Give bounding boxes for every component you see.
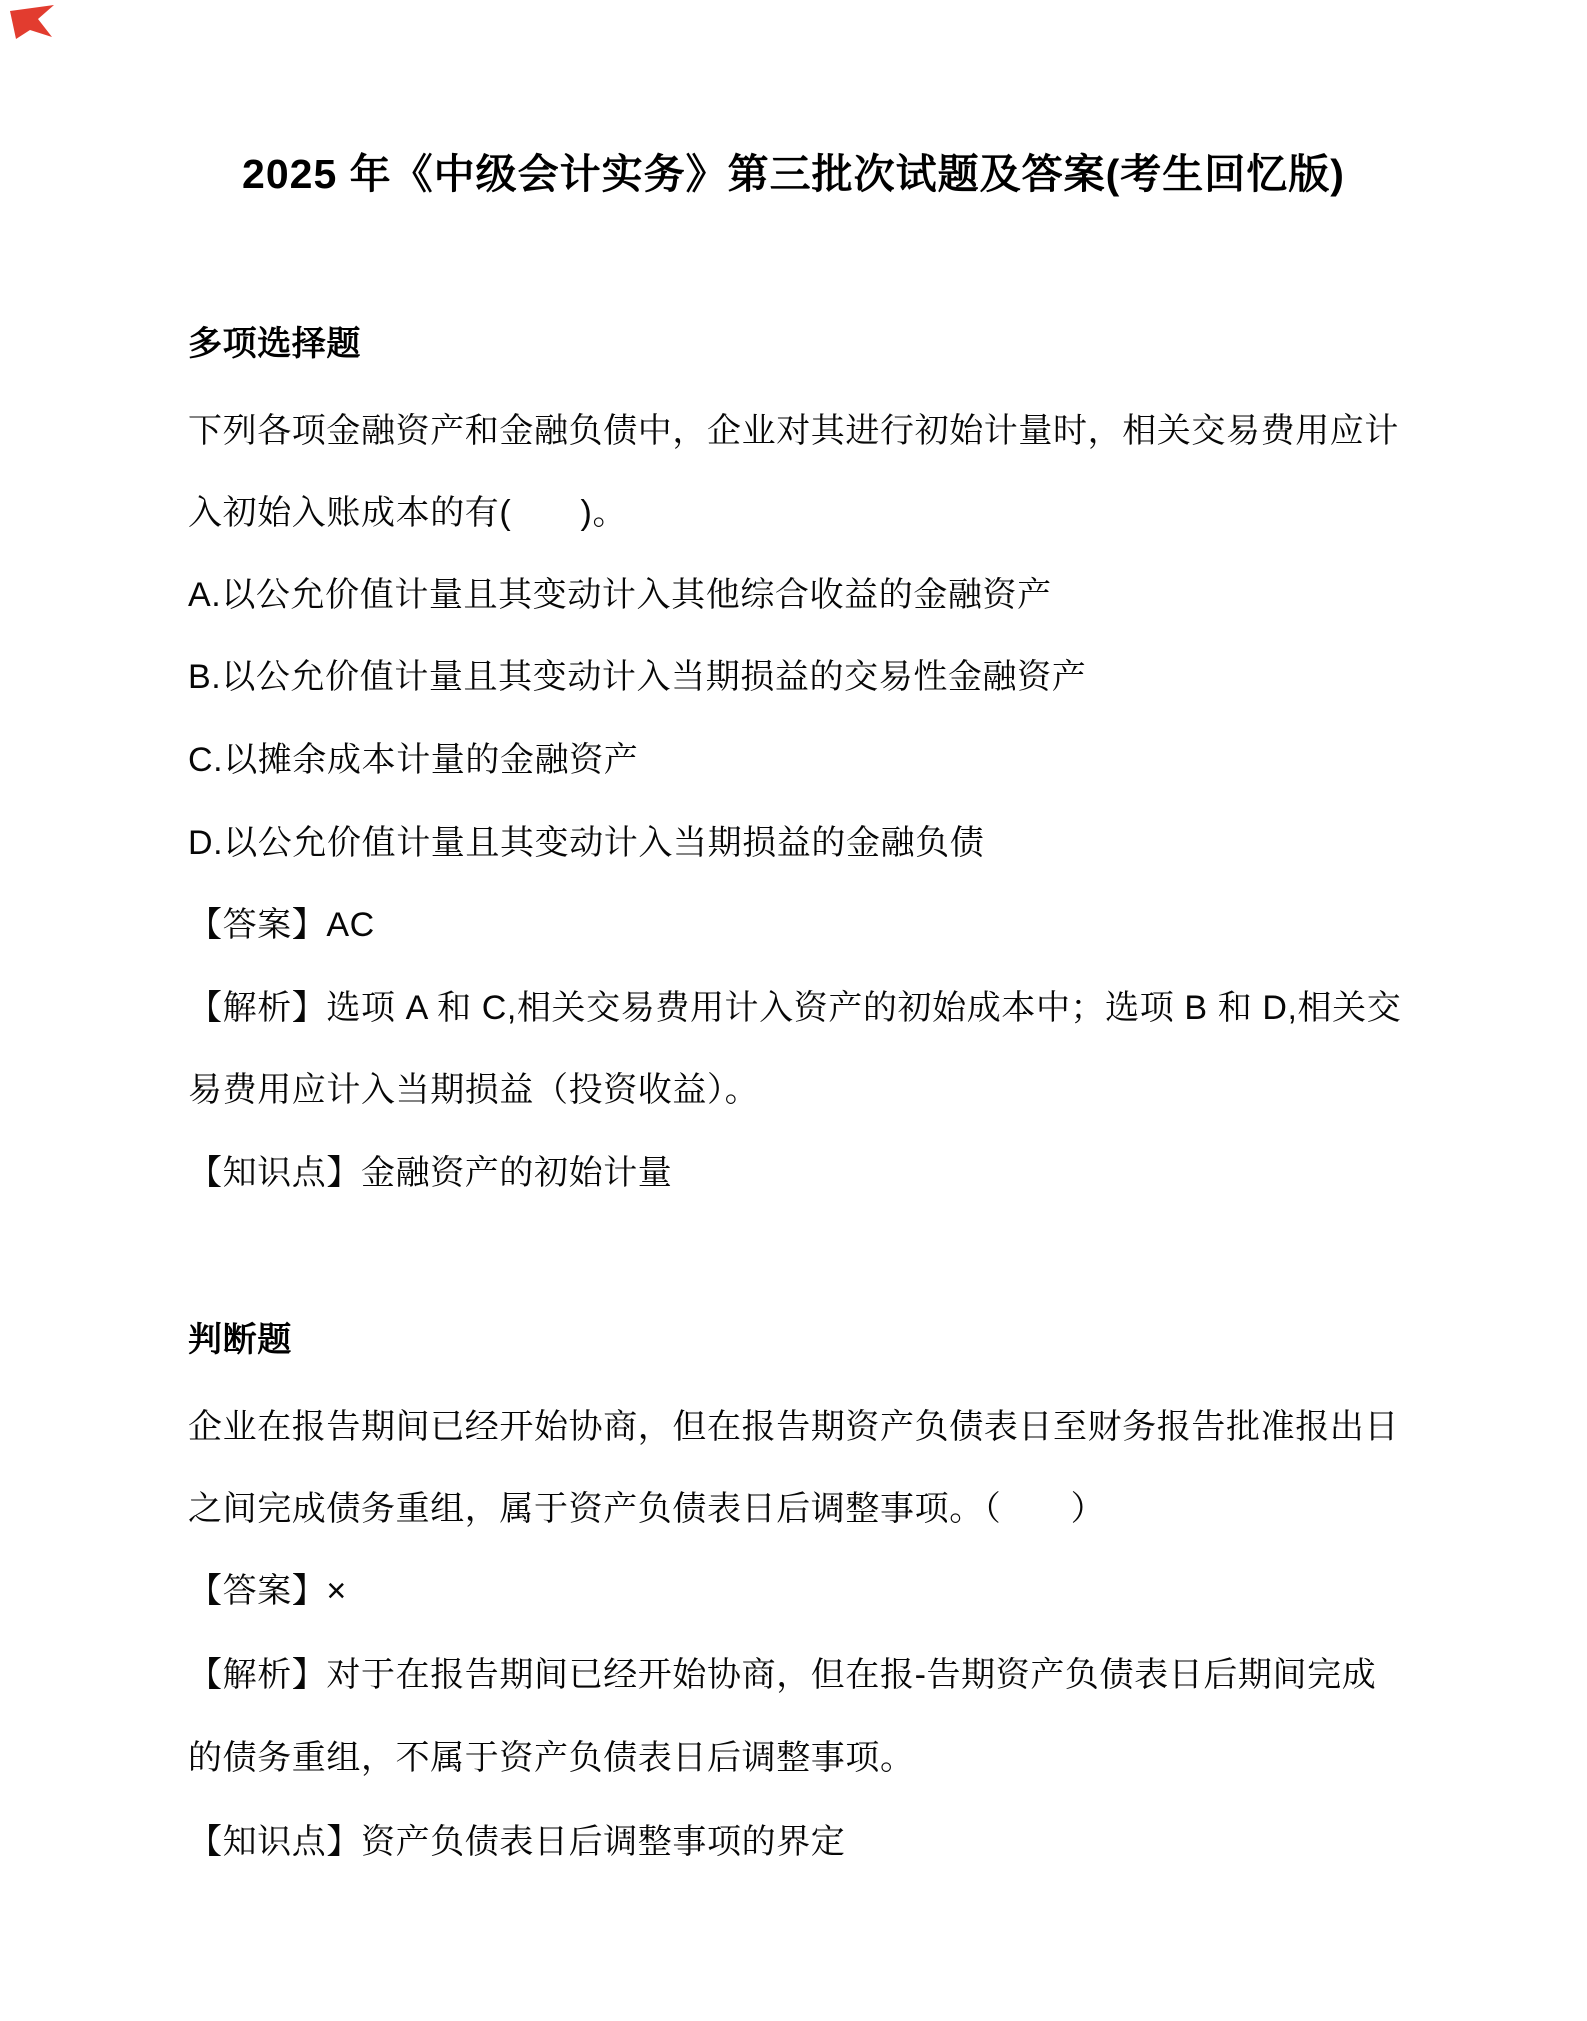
question-1-option-d: D.以公允价值计量且其变动计入当期损益的金融负债 xyxy=(188,824,985,862)
question-1-knowledge-point: 【知识点】金融资产的初始计量 xyxy=(188,1154,673,1192)
question-1-analysis-line-2: 易费用应计入当期损益（投资收益）。 xyxy=(188,1071,760,1109)
question-1-option-c: C.以摊余成本计量的金融资产 xyxy=(188,741,639,779)
question-1-analysis-line-1: 【解析】选项 A 和 C,相关交易费用计入资产的初始成本中；选项 B 和 D,相关交 xyxy=(188,989,1402,1027)
question-2-answer: 【答案】× xyxy=(188,1572,347,1610)
question-2-analysis-line-2: 的债务重组，不属于资产负债表日后调整事项。 xyxy=(188,1739,915,1777)
question-2-knowledge-point: 【知识点】资产负债表日后调整事项的界定 xyxy=(188,1823,846,1861)
question-2-line-1: 企业在报告期间已经开始协商，但在报告期资产负债表日至财务报告批准报出日 xyxy=(188,1408,1399,1446)
section-heading-true-false: 判断题 xyxy=(188,1321,292,1359)
question-2-analysis-line-1: 【解析】对于在报告期间已经开始协商，但在报-告期资产负债表日后期间完成 xyxy=(188,1656,1377,1694)
section-heading-multiple-choice: 多项选择题 xyxy=(188,325,361,363)
question-1-line-1: 下列各项金融资产和金融负债中，企业对其进行初始计量时，相关交易费用应计 xyxy=(188,412,1399,450)
question-1-option-b: B.以公允价值计量且其变动计入当期损益的交易性金融资产 xyxy=(188,658,1087,696)
document-title: 2025 年《中级会计实务》第三批次试题及答案(考生回忆版) xyxy=(242,151,1345,197)
red-corner-mark xyxy=(8,3,56,41)
question-1-option-a: A.以公允价值计量且其变动计入其他综合收益的金融资产 xyxy=(188,576,1052,614)
question-1-answer: 【答案】AC xyxy=(188,906,375,944)
question-1-line-2: 入初始入账成本的有( )。 xyxy=(188,494,628,532)
question-2-line-2: 之间完成债务重组，属于资产负债表日后调整事项。（ ） xyxy=(188,1490,1106,1528)
